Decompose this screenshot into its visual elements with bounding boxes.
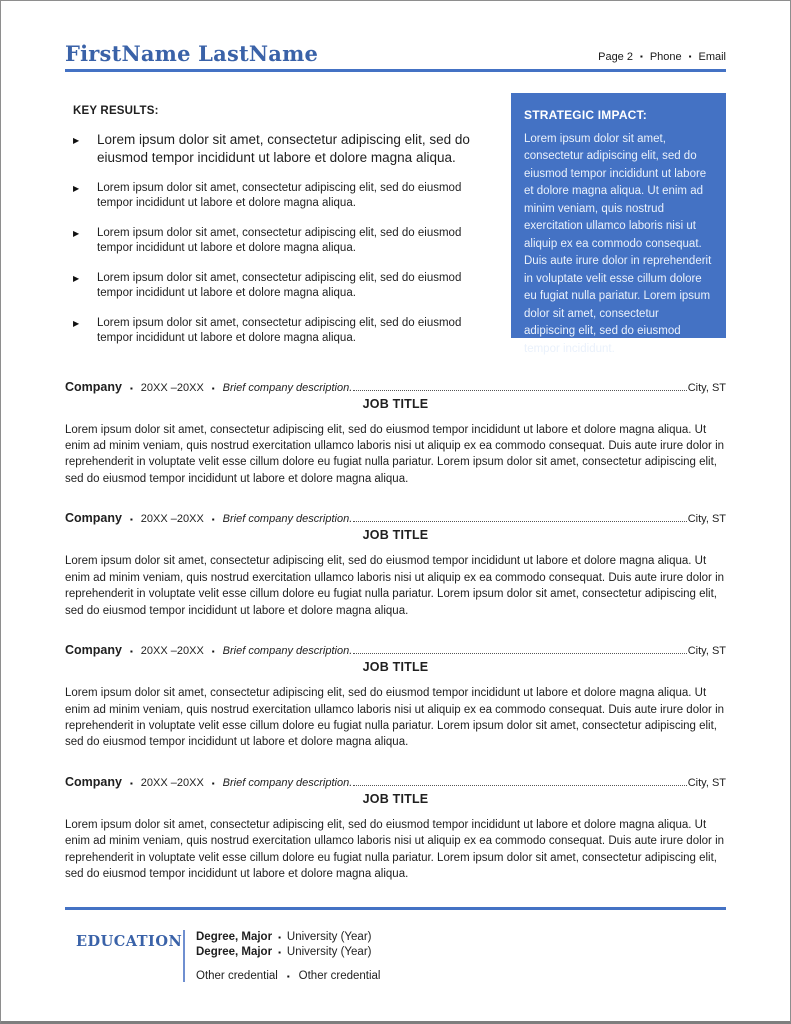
other-credentials-row — [196, 970, 381, 982]
employment-dates: 20XX –20XX — [140, 381, 204, 394]
list-item — [73, 271, 489, 301]
list-item — [73, 226, 489, 256]
employment-dates: 20XX –20XX — [140, 645, 204, 658]
job-title: JOB TITLE — [362, 396, 429, 411]
triangle-bullet-icon: ▶ — [73, 136, 80, 145]
job-description: Lorem ipsum dolor sit amet, consectetur adipiscing elit, sed do eiusmod tempor incididunt ut labore et dolore magna aliqua. Ut enim ad minim veniam, quis nostrud exercitation ullamco laboris nisi ut aliquip ex ea commodo consequat. Duis aute irure dolor in reprehenderit in voluptate velit esse cillum dolore eu fugiat nulla pariatur. Lorem ipsum dolor sit amet, consectetur adipiscing elit, sed do eiusmod tempor incididunt ut labore et dolore magna aliqua. — [65, 818, 725, 881]
key-results-heading: KEY RESULTS: — [73, 105, 159, 117]
square-bullet-icon: ▪ — [211, 515, 215, 525]
page-number: Page 2 — [598, 51, 633, 63]
page-title: FirstName LastName — [65, 41, 319, 66]
job-description: Lorem ipsum dolor sit amet, consectetur adipiscing elit, sed do eiusmod tempor incididunt ut labore et dolore magna aliqua. Ut enim ad minim veniam, quis nostrud exercitation ullamco laboris nisi ut aliquip ex ea commodo consequat. Duis aute irure dolor in reprehenderit in voluptate velit esse cillum dolore eu fugiat nulla pariatur. Lorem ipsum dolor sit amet, consectetur adipiscing elit, sed do eiusmod tempor incididunt ut labore et dolore magna aliqua. — [65, 555, 725, 617]
company-description: Brief company description. — [222, 645, 353, 658]
dotted-leader — [353, 653, 686, 654]
company-name: Company — [65, 379, 122, 394]
triangle-bullet-icon: ▶ — [73, 273, 80, 283]
list-item — [73, 131, 489, 166]
strategic-impact-body: Lorem ipsum dolor sit amet, consectetur adipiscing elit, sed do eiusmod tempor incididunt ut labore et dolore magna aliqua. Ut enim ad minim veniam, quis nostrud exercitation ullamco laboris nisi ut aliquip ex ea commodo consequat. Duis aute irure dolor in reprehenderit in voluptate velit esse cillum dolore eu fugiat nulla pariatur. Lorem ipsum dolor sit amet, consectetur adipiscing elit, sed do eiusmod tempor incididunt. — [524, 133, 712, 355]
square-bullet-icon: ▪ — [211, 778, 215, 788]
experience-entry — [65, 775, 726, 883]
page — [1, 1, 790, 1021]
job-description: Lorem ipsum dolor sit amet, consectetur adipiscing elit, sed do eiusmod tempor incididunt ut labore et dolore magna aliqua. Ut enim ad minim veniam, quis nostrud exercitation ullamco laboris nisi ut aliquip ex ea commodo consequat. Duis aute irure dolor in reprehenderit in voluptate velit esse cillum dolore eu fugiat nulla pariatur. Lorem ipsum dolor sit amet, consectetur adipiscing elit, sed do eiusmod tempor incididunt ut labore et dolore magna aliqua. — [65, 687, 725, 749]
square-bullet-icon: ▪ — [129, 383, 133, 393]
experience-header-row — [65, 511, 726, 525]
square-bullet-icon: ▪ — [286, 971, 290, 981]
education-divider — [65, 907, 726, 910]
square-bullet-icon: ▪ — [129, 515, 133, 525]
university-year: University (Year) — [286, 946, 372, 959]
degree-name: Degree, Major — [196, 946, 273, 959]
triangle-bullet-icon: ▶ — [73, 318, 80, 328]
other-credential: Other credential — [298, 969, 381, 982]
key-result-text: Lorem ipsum dolor sit amet, consectetur adipiscing elit, sed do eiusmod tempor incididunt ut labore et dolore magna aliqua. — [97, 226, 462, 254]
key-result-text: Lorem ipsum dolor sit amet, consectetur adipiscing elit, sed do eiusmod tempor incididunt ut labore et dolore magna aliqua. — [97, 132, 470, 165]
company-name: Company — [65, 774, 122, 789]
degree-name: Degree, Major — [196, 930, 273, 943]
list-item — [73, 181, 489, 211]
employment-dates: 20XX –20XX — [140, 513, 204, 526]
triangle-bullet-icon: ▶ — [73, 184, 80, 194]
company-location: City, ST — [687, 776, 726, 789]
square-bullet-icon: ▪ — [211, 383, 215, 393]
triangle-bullet-icon: ▶ — [73, 228, 80, 238]
experience-section — [65, 380, 726, 883]
experience-entry — [65, 643, 726, 751]
square-bullet-icon: ▪ — [129, 647, 133, 657]
key-result-text: Lorem ipsum dolor sit amet, consectetur adipiscing elit, sed do eiusmod tempor incididunt ut labore et dolore magna aliqua. — [97, 316, 462, 344]
key-result-text: Lorem ipsum dolor sit amet, consectetur adipiscing elit, sed do eiusmod tempor incididunt ut labore et dolore magna aliqua. — [97, 271, 462, 299]
company-location: City, ST — [687, 381, 726, 394]
list-item — [73, 316, 489, 346]
university-year: University (Year) — [286, 930, 372, 943]
job-title: JOB TITLE — [362, 528, 429, 543]
company-name: Company — [65, 511, 122, 526]
top-section — [65, 93, 726, 361]
company-description: Brief company description. — [222, 513, 353, 526]
job-description: Lorem ipsum dolor sit amet, consectetur adipiscing elit, sed do eiusmod tempor incididunt ut labore et dolore magna aliqua. Ut enim ad minim veniam, quis nostrud exercitation ullamco laboris nisi ut aliquip ex ea commodo consequat. Duis aute irure dolor in reprehenderit in voluptate velit esse cillum dolore eu fugiat nulla pariatur. Lorem ipsum dolor sit amet, consectetur adipiscing elit, sed do eiusmod tempor incididunt ut labore et dolore magna aliqua. — [65, 423, 725, 485]
experience-entry — [65, 380, 726, 488]
education-entry — [196, 930, 381, 946]
key-results-section — [65, 93, 489, 361]
key-results-list — [73, 131, 489, 346]
experience-entry — [65, 511, 726, 619]
square-bullet-icon: ▪ — [278, 932, 281, 942]
education-details — [183, 930, 381, 982]
header-divider — [65, 69, 726, 72]
company-description: Brief company description. — [222, 776, 353, 789]
header — [65, 41, 726, 66]
job-title: JOB TITLE — [362, 660, 429, 675]
square-bullet-icon: ▪ — [688, 52, 692, 61]
header-meta — [598, 51, 726, 66]
square-bullet-icon: ▪ — [129, 778, 133, 788]
dotted-leader — [353, 785, 686, 786]
employment-dates: 20XX –20XX — [140, 776, 204, 789]
square-bullet-icon: ▪ — [211, 647, 215, 657]
dotted-leader — [353, 390, 686, 391]
job-title: JOB TITLE — [362, 791, 429, 806]
key-result-text: Lorem ipsum dolor sit amet, consectetur adipiscing elit, sed do eiusmod tempor incididunt ut labore et dolore magna aliqua. — [97, 182, 462, 210]
other-credential: Other credential — [196, 969, 278, 982]
company-name: Company — [65, 643, 122, 658]
company-location: City, ST — [687, 513, 726, 526]
experience-header-row — [65, 380, 726, 394]
company-location: City, ST — [687, 645, 726, 658]
dotted-leader — [353, 521, 686, 522]
square-bullet-icon: ▪ — [278, 948, 281, 958]
strategic-impact-box — [511, 93, 726, 355]
experience-header-row — [65, 775, 726, 789]
education-heading: EDUCATION — [76, 932, 183, 950]
square-bullet-icon: ▪ — [639, 52, 643, 61]
strategic-impact-heading: STRATEGIC IMPACT: — [524, 108, 647, 122]
phone-label: Phone — [649, 51, 682, 63]
experience-header-row — [65, 643, 726, 657]
email-label: Email — [698, 51, 726, 63]
company-description: Brief company description. — [222, 381, 353, 394]
education-section — [65, 930, 726, 982]
education-entry — [196, 945, 381, 961]
